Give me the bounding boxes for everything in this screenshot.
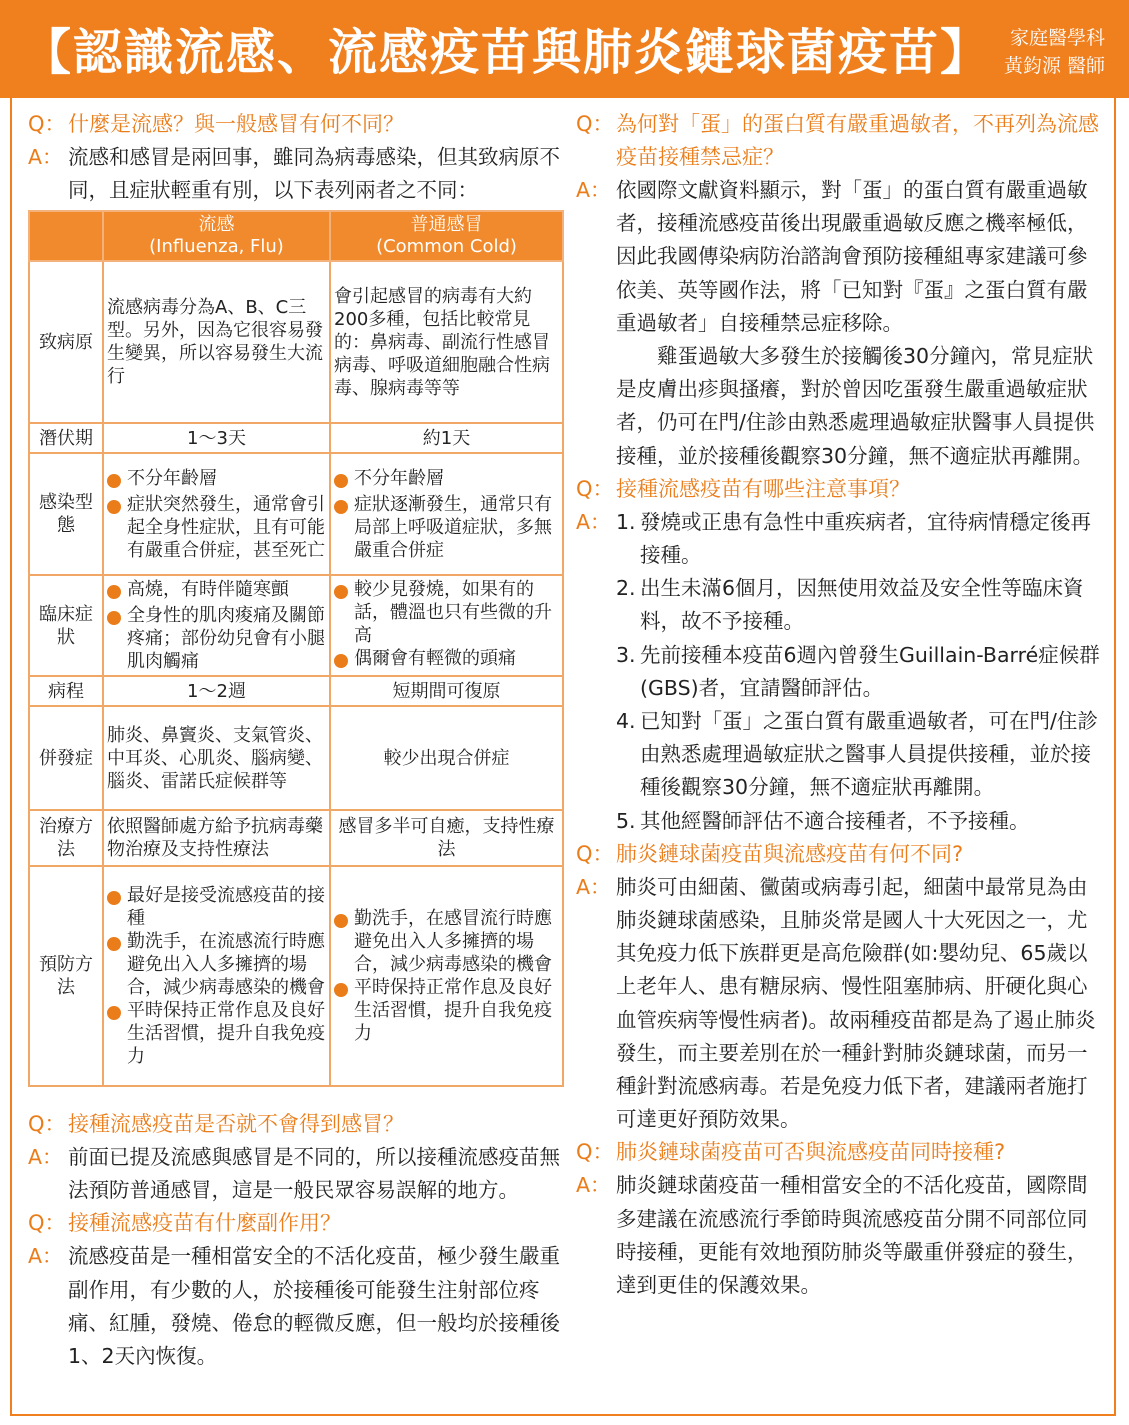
answer-precautions: A： 1. 發燒或正患有急性中重疾病者，宜待病情穩定後再接種。 2. 出生未滿6個月，因無使用效益及安全性等臨床資料，故不予接種。 3. 先前接種本疫苗6週內曾發生Guillain-Barré症候群(GBS)者，宜請醫師評估。 4. 已知對「蛋」之蛋白質有嚴重過敏者，可在門/住診由熟悉處理過敏症狀之醫事人員提供接種，並於接種後觀察30分鐘，無不適症狀再離開。 5. 其他經醫師評估不適合接種者，不予接種。	[576, 506, 1106, 838]
bullet-item: 不分年齡層	[107, 467, 326, 493]
bullet-item: 勤洗手，在流感流行時應避免出入人多擁擠的場合，減少病毒感染的機會	[107, 930, 326, 999]
cell-symptoms-cold	[330, 575, 563, 676]
table-corner	[29, 211, 103, 261]
question-simultaneous: Q： 肺炎鏈球菌疫苗可否與流感疫苗同時接種?	[576, 1140, 1006, 1165]
cell-complications-flu: 肺炎、鼻竇炎、支氣管炎、中耳炎、心肌炎、腦病變、腦炎、雷諾氏症候群等	[103, 706, 330, 810]
answer-egg-allergy-cont: 雞蛋過敏大多發生於接觸後30分鐘內，常見症狀是皮膚出疹與搔癢，對於曾因吃蛋發生嚴重過敏症狀者，仍可在門/住診由熟悉處理過敏症狀醫事人員提供接種，並於接種後觀察30分鐘，無不適症狀再離開。	[616, 344, 1095, 468]
answer-simultaneous: A： 肺炎鏈球菌疫苗一種相當安全的不活化疫苗，國際間多建議在流感流行季節時與流感疫苗分開不同部位同時接種，更能有效地預防肺炎等嚴重併發症的發生，達到更佳的保護效果。	[576, 1173, 1088, 1298]
question-side-effects: Q： 接種流感疫苗有什麼副作用？	[28, 1211, 341, 1236]
question-vaccine-vs-cold: Q： 接種流感疫苗是否就不會得到感冒？	[28, 1112, 404, 1136]
bullet-dot-icon	[107, 611, 121, 625]
header-banner	[0, 0, 1129, 98]
page-title: 【認識流感、流感疫苗與肺炎鏈球菌疫苗】	[22, 23, 992, 81]
answer-flu-vs-cold: A： 流感和感冒是兩回事，雖同為病毒感染，但其致病原不同，且症狀輕重有別，以下表列兩者之不同：	[28, 145, 560, 203]
cell-cause-flu: 流感病毒分為A、B、C三型。另外，因為它很容易發生變異，所以容易發生大流行	[103, 261, 330, 423]
cell-treatment-cold: 感冒多半可自癒，支持性療法	[330, 810, 563, 866]
row-header-treatment: 治療方法	[29, 810, 103, 866]
author-department: 家庭醫學科	[1009, 27, 1105, 49]
bullet-dot-icon	[334, 983, 348, 997]
bullet-dot-icon	[334, 500, 348, 514]
cell-complications-cold: 較少出現合併症	[330, 706, 563, 810]
comparison-table	[28, 210, 564, 1087]
question-pneumococcal-difference: Q： 肺炎鏈球菌疫苗與流感疫苗有何不同?	[576, 841, 964, 866]
bullet-item: 勤洗手，在感冒流行時應避免出入人多擁擠的場合，減少病毒感染的機會	[334, 907, 559, 976]
bullet-item: 高燒，有時伴隨寒顫	[107, 578, 326, 604]
bullet-item: 症狀逐漸發生，通常只有局部上呼吸道症狀，多無嚴重合併症	[334, 493, 559, 562]
answer-side-effects: A： 流感疫苗是一種相當安全的不活化疫苗，極少發生嚴重副作用，有少數的人，於接種後可能發生注射部位疼痛、紅腫，發燒、倦怠的輕微反應，但一般均於接種後1、2天內恢復。	[28, 1244, 560, 1369]
bullet-dot-icon	[334, 474, 348, 488]
question-precautions: Q： 接種流感疫苗有哪些注意事項？	[576, 476, 910, 501]
row-header-prevention: 預防方法	[29, 866, 103, 1086]
answer-egg-allergy: A： 依國際文獻資料顯示，對「蛋」的蛋白質有嚴重過敏者，接種流感疫苗後出現嚴重過敏反應之機率極低，因此我國傳染病防治諮詢會預防接種組專家建議可參依美、英等國作法，將「已知對『蛋』之蛋白質有嚴重過敏者」自接種禁忌症移除。	[576, 178, 1088, 335]
bullet-dot-icon	[334, 914, 348, 928]
cell-prevention-cold	[330, 866, 563, 1086]
bullet-dot-icon	[107, 585, 121, 599]
left-column	[28, 108, 568, 207]
list-item: 4. 已知對「蛋」之蛋白質有嚴重過敏者，可在門/住診由熟悉處理過敏症狀之醫事人員提供接種，並於接種後觀察30分鐘，無不適症狀再離開。	[616, 709, 1098, 800]
author-block	[1004, 24, 1105, 80]
cell-infection-cold	[330, 453, 563, 575]
bullet-dot-icon	[334, 585, 348, 599]
bullet-dot-icon	[334, 654, 348, 668]
row-header-complications: 併發症	[29, 706, 103, 810]
header-flu: 流感 (Influenza, Flu)	[103, 211, 330, 261]
table-row	[29, 866, 563, 1086]
list-item: 5. 其他經醫師評估不適合接種者，不予接種。	[616, 808, 1030, 833]
precautions-list	[616, 506, 1106, 838]
cell-incubation-cold: 約1天	[330, 423, 563, 453]
bullet-dot-icon	[107, 937, 121, 951]
bullet-item: 不分年齡層	[334, 467, 559, 493]
bullet-item: 平時保持正常作息及良好生活習慣，提升自我免疫力	[107, 999, 326, 1068]
row-header-cause: 致病原	[29, 261, 103, 423]
list-item: 2. 出生未滿6個月，因無使用效益及安全性等臨床資料，故不予接種。	[616, 576, 1084, 634]
bullet-item: 較少見發燒，如果有的話，體溫也只有些微的升高	[334, 578, 559, 647]
row-header-course: 病程	[29, 676, 103, 706]
bullet-dot-icon	[107, 1006, 121, 1020]
cell-incubation-flu: 1～3天	[103, 423, 330, 453]
table-row	[29, 261, 563, 423]
bullet-dot-icon	[107, 474, 121, 488]
right-column	[576, 108, 1106, 1302]
table-row	[29, 423, 563, 453]
cell-symptoms-flu	[103, 575, 330, 676]
bullet-item: 偶爾會有輕微的頭痛	[334, 647, 559, 673]
table-header-row	[29, 211, 563, 261]
answer-vaccine-vs-cold: A： 前面已提及流感與感冒是不同的，所以接種流感疫苗無法預防普通感冒，這是一般民眾容易誤解的地方。	[28, 1145, 560, 1203]
bullet-item: 全身性的肌肉痠痛及關節疼痛；部份幼兒會有小腿肌肉觸痛	[107, 604, 326, 673]
row-header-symptoms: 臨床症狀	[29, 575, 103, 676]
bullet-dot-icon	[107, 500, 121, 514]
bullet-item: 平時保持正常作息及良好生活習慣，提升自我免疫力	[334, 976, 559, 1045]
left-column-lower	[28, 1108, 568, 1373]
row-header-incubation: 潛伏期	[29, 423, 103, 453]
cell-prevention-flu	[103, 866, 330, 1086]
table-row	[29, 676, 563, 706]
list-item: 3. 先前接種本疫苗6週內曾發生Guillain-Barré症候群(GBS)者，宜請醫師評估。	[616, 642, 1100, 700]
cell-treatment-flu: 依照醫師處方給予抗病毒藥物治療及支持性療法	[103, 810, 330, 866]
question-flu-vs-cold: Q： 什麼是流感？與一般感冒有何不同？	[28, 112, 404, 136]
cell-course-cold: 短期間可復原	[330, 676, 563, 706]
table-row	[29, 453, 563, 575]
question-egg-allergy: Q： 為何對「蛋」的蛋白質有嚴重過敏者，不再列為流感疫苗接種禁忌症？	[576, 112, 1099, 169]
bullet-item: 最好是接受流感疫苗的接種	[107, 884, 326, 930]
bullet-dot-icon	[107, 891, 121, 905]
row-header-infection: 感染型態	[29, 453, 103, 575]
cell-infection-flu	[103, 453, 330, 575]
table-row	[29, 706, 563, 810]
answer-pneumococcal-difference: A： 肺炎可由細菌、黴菌或病毒引起，細菌中最常見為由肺炎鏈球菌感染，且肺炎常是國人十大死因之一，尤其免疫力低下族群更是高危險群(如:嬰幼兒、65歲以上老年人、患有糖尿病、慢性阻塞肺病、肝硬化與心血管疾病等慢性病者)。故兩種疫苗都是為了遏止肺炎發生，而主要差別在於一種針對肺炎鏈球菌，而另一種針對流感病毒。若是免疫力低下者，建議兩者施打可達更好預防效果。	[576, 874, 1096, 1132]
author-name: 黃鈞源 醫師	[1003, 55, 1105, 77]
cell-course-flu: 1～2週	[103, 676, 330, 706]
header-cold: 普通感冒 (Common Cold)	[330, 211, 563, 261]
table-row	[29, 575, 563, 676]
bullet-item: 症狀突然發生，通常會引起全身性症狀，且有可能有嚴重合併症，甚至死亡	[107, 493, 326, 562]
table-row	[29, 810, 563, 866]
list-item: 1. 發燒或正患有急性中重疾病者，宜待病情穩定後再接種。	[616, 509, 1091, 568]
cell-cause-cold: 會引起感冒的病毒有大約200多種，包括比較常見的：鼻病毒、副流行性感冒病毒、呼吸道細胞融合性病毒、腺病毒等等	[330, 261, 563, 423]
